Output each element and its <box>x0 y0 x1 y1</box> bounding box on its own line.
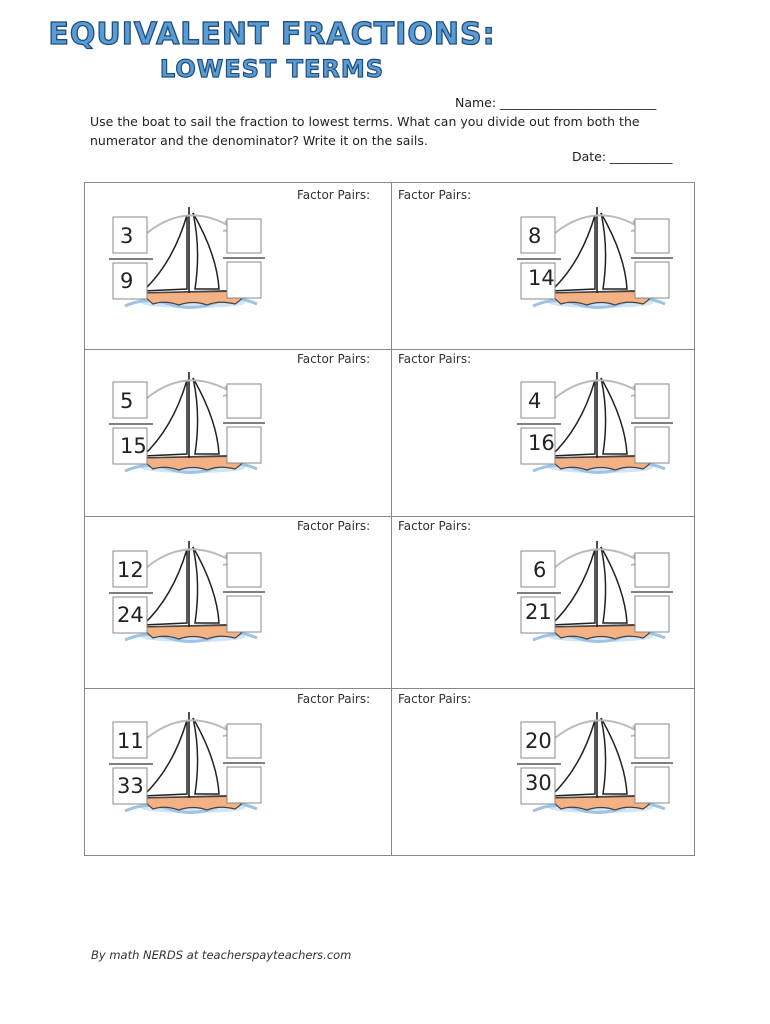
date-field[interactable]: Date: __________ <box>572 149 673 164</box>
numerator: 6 <box>533 558 547 582</box>
curved-arrow <box>147 549 234 567</box>
column-divider <box>391 183 392 855</box>
boat-sails <box>143 541 219 627</box>
sailboat-problem-4 <box>515 368 687 478</box>
factor-pairs-label: Factor Pairs: <box>398 188 472 202</box>
curved-arrow <box>147 720 234 738</box>
curved-arrow <box>147 215 234 233</box>
factor-pairs-label: Factor Pairs: <box>398 692 472 706</box>
boat-sails <box>551 207 627 293</box>
instructions-text: Use the boat to sail the fraction to lowest terms. What can you divide out from both the numerator and the denominator? Write it on the sails. <box>90 114 640 148</box>
numerator: 11 <box>117 729 144 753</box>
sailboat-problem-7 <box>107 708 279 818</box>
factor-pairs-label: Factor Pairs: <box>398 352 472 366</box>
denominator: 33 <box>117 774 144 798</box>
worksheet-title <box>0 0 770 90</box>
factor-pairs-label: Factor Pairs: <box>297 519 371 533</box>
answer-boxes[interactable] <box>631 384 673 463</box>
boat-sails <box>143 712 219 798</box>
boat-sails <box>551 712 627 798</box>
denominator: 9 <box>120 269 134 293</box>
numerator: 12 <box>117 558 144 582</box>
answer-boxes[interactable] <box>631 553 673 632</box>
factor-pairs-label: Factor Pairs: <box>297 692 371 706</box>
numerator: 8 <box>528 224 542 248</box>
answer-boxes[interactable] <box>631 219 673 298</box>
curved-arrow <box>555 549 642 567</box>
sailboat-problem-3 <box>107 368 279 478</box>
factor-pairs-label: Factor Pairs: <box>398 519 472 533</box>
boat-sails <box>143 372 219 458</box>
denominator: 16 <box>528 431 555 455</box>
denominator: 24 <box>117 603 144 627</box>
title-line-1: EQUIVALENT FRACTIONS: <box>48 17 496 52</box>
denominator: 30 <box>525 771 552 795</box>
answer-boxes[interactable] <box>223 384 265 463</box>
numerator: 5 <box>120 389 134 413</box>
row-divider <box>85 349 694 350</box>
numerator: 20 <box>525 729 552 753</box>
name-field[interactable]: Name: _________________________ <box>455 95 657 110</box>
curved-arrow <box>555 380 642 398</box>
factor-pairs-label: Factor Pairs: <box>297 188 371 202</box>
numerator: 3 <box>120 224 134 248</box>
curved-arrow <box>555 215 642 233</box>
sailboat-problem-1 <box>107 203 279 313</box>
title-line-2: LOWEST TERMS <box>159 55 385 83</box>
boat-sails <box>143 207 219 293</box>
factor-pairs-label: Factor Pairs: <box>297 352 371 366</box>
answer-boxes[interactable] <box>223 553 265 632</box>
sailboat-problem-6 <box>515 537 687 647</box>
denominator: 21 <box>525 600 552 624</box>
problem-grid <box>84 182 695 856</box>
denominator: 15 <box>120 434 147 458</box>
footer-credit: By math NERDS at teacherspayteachers.com <box>91 948 352 962</box>
boat-sails <box>551 372 627 458</box>
answer-boxes[interactable] <box>631 724 673 803</box>
row-divider <box>85 688 694 689</box>
sailboat-problem-2 <box>515 203 687 313</box>
row-divider <box>85 516 694 517</box>
answer-boxes[interactable] <box>223 724 265 803</box>
numerator: 4 <box>528 389 542 413</box>
sailboat-problem-5 <box>107 537 279 647</box>
curved-arrow <box>555 720 642 738</box>
sailboat-problem-8 <box>515 708 687 818</box>
boat-sails <box>551 541 627 627</box>
denominator: 14 <box>528 266 555 290</box>
curved-arrow <box>147 380 234 398</box>
answer-boxes[interactable] <box>223 219 265 298</box>
